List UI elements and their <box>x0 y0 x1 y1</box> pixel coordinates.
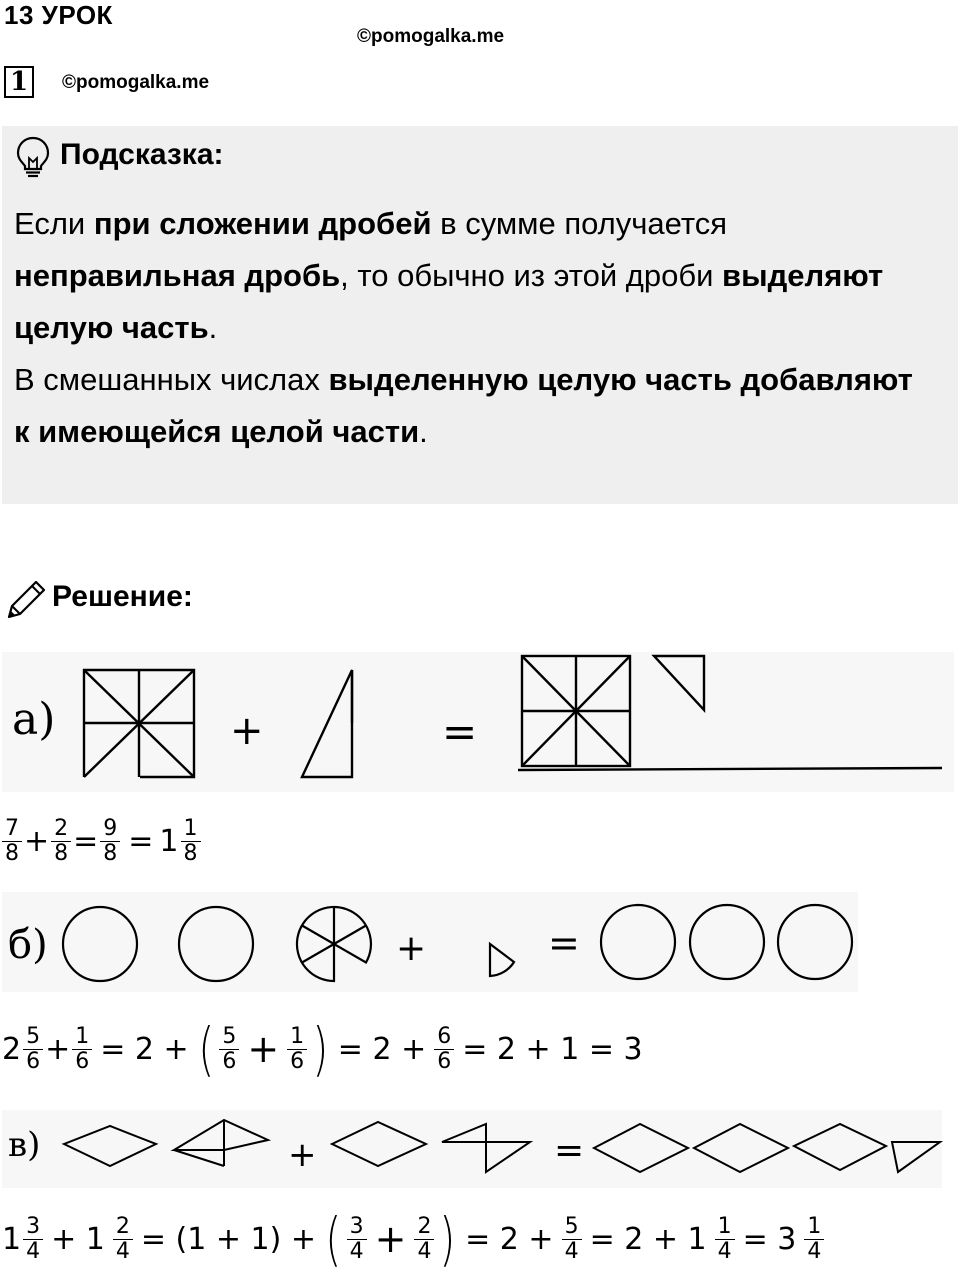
fraction: $\frac{1}{4}$ <box>804 1215 824 1264</box>
hint-heading: Подсказка: <box>60 138 224 171</box>
task-number: 1 <box>4 66 34 98</box>
figure-c <box>2 1110 942 1188</box>
lightbulb-icon <box>16 136 50 178</box>
equation-a: $\frac{7}{8}$ + $\frac{2}{8}$ = $\frac{9}{8}$ = 1 $\frac{1}{8}$ <box>0 806 203 876</box>
fraction: $\frac{5}{6}$ <box>23 1025 43 1074</box>
solution-heading: Решение: <box>52 580 193 613</box>
part-a-label: а) <box>12 694 56 745</box>
pencil-icon <box>6 578 48 620</box>
lesson-title: 13 УРОК <box>4 0 113 30</box>
fraction: $\frac{1}{4}$ <box>715 1215 735 1264</box>
watermark: ©pomogalka.me <box>62 72 210 93</box>
part-c-label: в) <box>8 1125 41 1165</box>
fraction: $\frac{1}{8}$ <box>181 817 201 866</box>
fraction: $\frac{5}{4}$ <box>562 1215 582 1264</box>
rhombus-result <box>594 1124 940 1172</box>
fraction: $\frac{3}{4}$ <box>347 1215 367 1264</box>
equals-sign: = <box>554 1130 585 1171</box>
fraction: $\frac{2}{4}$ <box>113 1215 133 1264</box>
fraction: $\frac{3}{4}$ <box>23 1215 43 1264</box>
two-triangles <box>302 670 352 777</box>
equation-b: 2 $\frac{5}{6}$ + $\frac{1}{6}$ = 2 + ( $\frac{5}{6}$ + $\frac{1}{6}$ ) = 2 + $\frac{6}{6}$ = 2 + 1 = 3 <box>2 1015 643 1083</box>
plus-sign: + <box>230 708 264 754</box>
fraction: $\frac{9}{8}$ <box>100 817 120 866</box>
equation-c: 1 $\frac{3}{4}$ + 1 $\frac{2}{4}$ = (1 + 1) + ( $\frac{3}{4}$ + $\frac{2}{4}$ ) = 2 + $\frac{5}{4}$ = 2 + 1 $\frac{1}{4}$ = 3 $\frac{1}{4}$ <box>2 1204 826 1274</box>
circles-whole <box>63 907 253 981</box>
figure-a <box>2 652 954 792</box>
sector-one-sixth <box>490 944 514 976</box>
square-seven-eighths <box>84 670 194 777</box>
circle-five-sixths <box>297 907 371 981</box>
plus-sign: + <box>396 928 427 969</box>
hint-text: Если при сложении дробей в сумме получается неправильная дробь, то обычно из этой дроби выделяют целую часть. В смешанных числах выделенную целую часть добавляют к имеющейся целой части. <box>14 206 913 449</box>
plus-sign: + <box>288 1135 317 1175</box>
fraction: $\frac{1}{6}$ <box>287 1025 307 1074</box>
fraction: $\frac{1}{6}$ <box>72 1025 92 1074</box>
circles-result <box>601 905 852 979</box>
rhombus-figures-2 <box>332 1122 530 1172</box>
figure-b <box>2 892 858 992</box>
fraction: $\frac{2}{8}$ <box>51 817 71 866</box>
rhombus-figures <box>64 1120 268 1166</box>
fraction: $\frac{6}{6}$ <box>434 1025 454 1074</box>
fraction: $\frac{5}{6}$ <box>219 1025 239 1074</box>
fraction: $\frac{2}{4}$ <box>414 1215 434 1264</box>
part-b-label: б) <box>8 922 48 968</box>
square-full <box>518 656 942 770</box>
watermark: ©pomogalka.me <box>357 26 505 47</box>
equals-sign: = <box>442 707 478 756</box>
equals-sign: = <box>548 921 580 965</box>
fraction: $\frac{7}{8}$ <box>2 817 22 866</box>
